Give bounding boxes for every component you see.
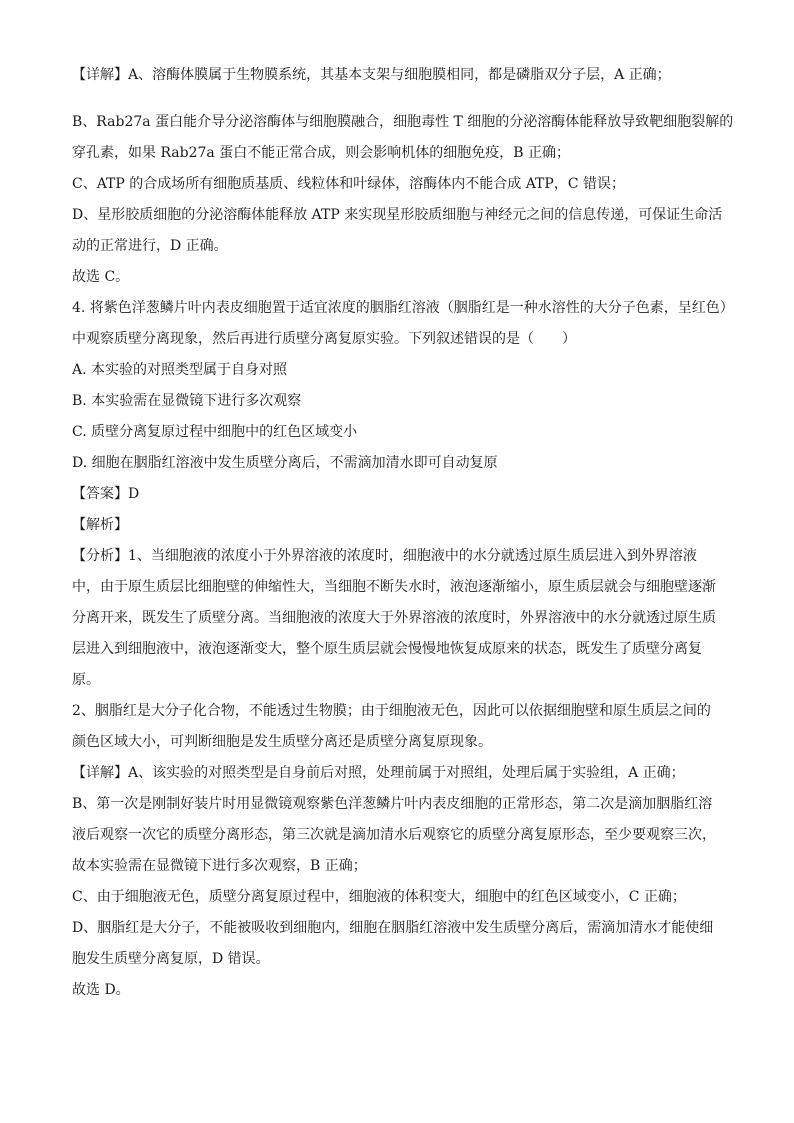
- detail-line: D、胭脂红是大分子，不能被吸收到细胞内，细胞在胭脂红溶液中发生质壁分离后，需滴加清水才能使细: [72, 920, 714, 936]
- analysis-line: 层进入到细胞液中，液泡逐渐变大，整个原生质层就会慢慢地恢复成原来的状态，既发生了质壁分离复: [72, 641, 702, 657]
- explanation-line: D、星形胶质细胞的分泌溶酶体能释放 ATP 来实现星形胶质细胞与神经元之间的信息传递，可保证生命活: [72, 207, 723, 223]
- explanation-line: 动的正常进行，D 正确。: [72, 238, 228, 254]
- analysis-line: 2、胭脂红是大分子化合物，不能透过生物膜；由于细胞液无色，因此可以依据细胞壁和原生质层之间的: [72, 703, 711, 719]
- option-d: D. 细胞在胭脂红溶液中发生质壁分离后，不需滴加清水即可自动复原: [72, 455, 498, 471]
- question-stem: 4. 将紫色洋葱鳞片叶内表皮细胞置于适宜浓度的胭脂红溶液（胭脂红是一种水溶性的大分子色素，呈红色）: [72, 300, 734, 316]
- analysis-line: 原。: [72, 672, 100, 688]
- analysis-line: 【分析】1、当细胞液的浓度小于外界溶液的浓度时，细胞液中的水分就透过原生质层进入到外界溶液: [72, 548, 697, 564]
- answer-label: 【答案】D: [72, 486, 140, 502]
- answer-choice-line: 故选 C。: [72, 269, 130, 285]
- option-c: C. 质壁分离复原过程中细胞中的红色区域变小: [72, 424, 358, 440]
- explanation-line: B、Rab27a 蛋白能介导分泌溶酶体与细胞膜融合，细胞毒性 T 细胞的分泌溶酶体能释放导致靶细胞裂解的: [72, 114, 734, 130]
- question-stem: 中观察质壁分离现象，然后再进行质壁分离复原实验。下列叙述错误的是（ ）: [72, 331, 576, 347]
- document-page: [72, 60, 734, 1006]
- explanation-line: C、ATP 的合成场所有细胞质基质、线粒体和叶绿体，溶酶体内不能合成 ATP，C 错误；: [72, 176, 625, 192]
- explanation-line: 【详解】A、溶酶体膜属于生物膜系统，其基本支架与细胞膜相同，都是磷脂双分子层，A 正确；: [72, 67, 671, 83]
- detail-line: 液后观察一次它的质壁分离形态，第三次就是滴加清水后观察它的质壁分离复原形态，至少要观察三次，: [72, 827, 716, 843]
- analysis-line: 分离开来，既发生了质壁分离。当细胞液的浓度大于外界溶液的浓度时，外界溶液中的水分就透过原生质: [72, 610, 716, 626]
- answer-choice-line: 故选 D。: [72, 982, 130, 998]
- detail-line: 【详解】A、该实验的对照类型是自身前后对照，处理前属于对照组，处理后属于实验组，A 正确；: [72, 765, 685, 781]
- detail-line: C、由于细胞液无色，质壁分离复原过程中，细胞液的体积变大，细胞中的红色区域变小，C 正确；: [72, 889, 686, 905]
- option-a: A. 本实验的对照类型属于自身对照: [72, 362, 288, 378]
- detail-line: 胞发生质壁分离复原，D 错误。: [72, 951, 270, 967]
- analysis-line: 中，由于原生质层比细胞壁的伸缩性大，当细胞不断失水时，液泡逐渐缩小，原生质层就会与细胞壁逐渐: [72, 579, 716, 595]
- analysis-line: 颜色区域大小，可判断细胞是发生质壁分离还是质壁分离复原现象。: [72, 734, 492, 750]
- analysis-label: 【解析】: [72, 517, 128, 533]
- explanation-line: 穿孔素，如果 Rab27a 蛋白不能正常合成，则会影响机体的细胞免疫，B 正确；: [72, 145, 570, 161]
- option-b: B. 本实验需在显微镜下进行多次观察: [72, 393, 302, 409]
- detail-line: B、第一次是刚制好装片时用显微镜观察紫色洋葱鳞片叶内表皮细胞的正常形态，第二次是滴加胭脂红溶: [72, 796, 713, 812]
- detail-line: 故本实验需在显微镜下进行多次观察，B 正确；: [72, 858, 367, 874]
